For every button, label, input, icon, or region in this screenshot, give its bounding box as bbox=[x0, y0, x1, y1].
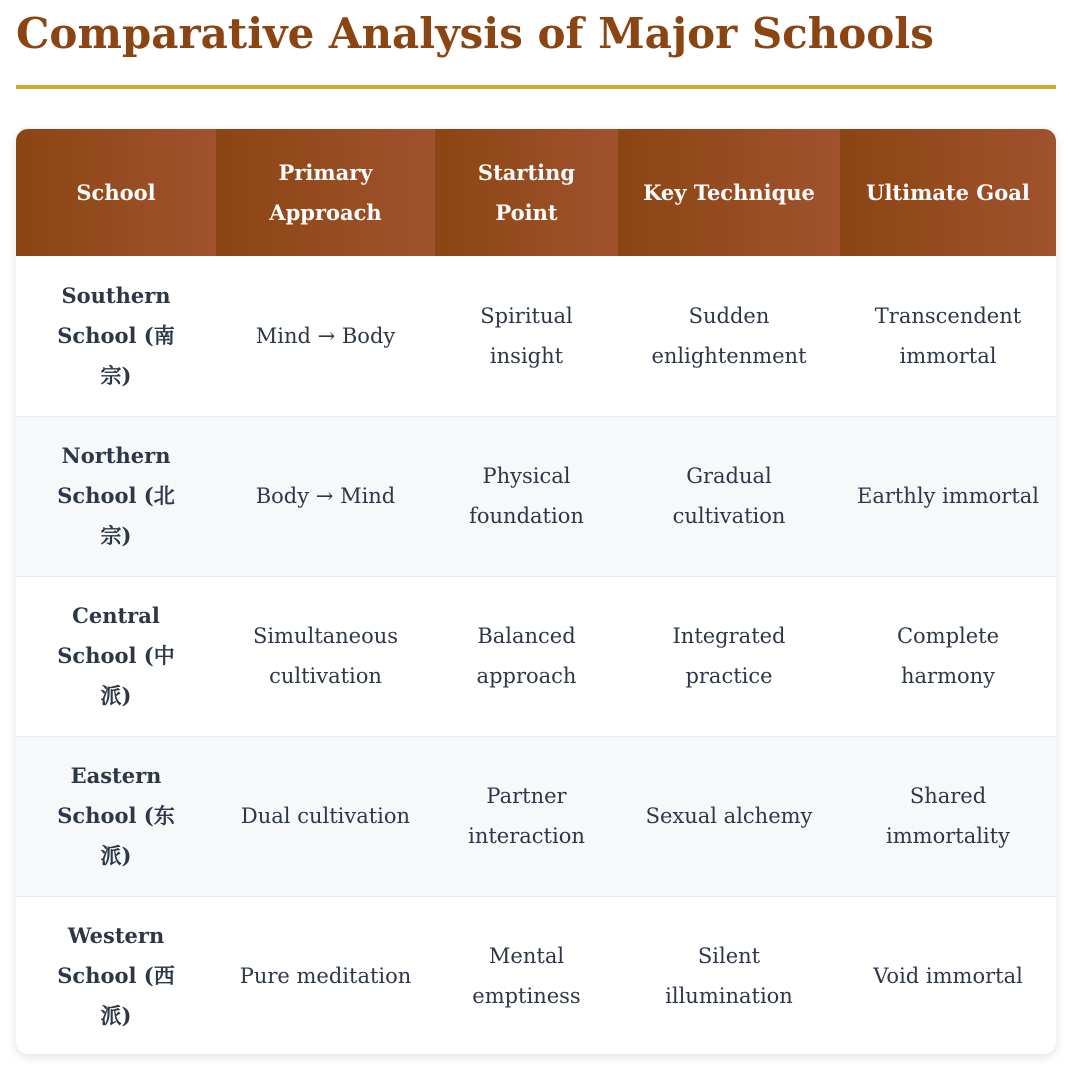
primary-approach-cell: Dual cultivation bbox=[216, 736, 435, 896]
school-name-cell: Eastern School (东派) bbox=[16, 736, 216, 896]
page-title: Comparative Analysis of Major Schools bbox=[16, 9, 934, 58]
starting-point-cell: Spiritual insight bbox=[480, 303, 573, 368]
starting-point-cell: Mental emptiness bbox=[435, 896, 618, 1054]
ultimate-goal-cell: Void immortal bbox=[840, 896, 1056, 1054]
ultimate-goal-cell: Complete harmony bbox=[840, 576, 1056, 736]
ultimate-goal-cell: Earthly immortal bbox=[840, 416, 1056, 576]
school-name-cell: Western School (西派) bbox=[16, 896, 216, 1054]
starting-point-cell: Partner interaction bbox=[435, 736, 618, 896]
comparison-table bbox=[16, 129, 1056, 1054]
table-body bbox=[16, 256, 1056, 1054]
key-technique-cell: Integrated practice bbox=[618, 576, 840, 736]
ultimate-goal-cell: Transcendent immortal bbox=[874, 303, 1022, 368]
table-row bbox=[16, 736, 1056, 896]
header-school: School bbox=[16, 129, 216, 256]
starting-point-cell: Balanced approach bbox=[435, 576, 618, 736]
table-row bbox=[16, 896, 1056, 1054]
primary-approach-cell: Pure meditation bbox=[216, 896, 435, 1054]
header-starting-point: Starting Point bbox=[435, 129, 618, 256]
primary-approach-cell: Simultaneous cultivation bbox=[216, 576, 435, 736]
table-row bbox=[16, 256, 1056, 416]
header-ultimate-goal: Ultimate Goal bbox=[840, 129, 1056, 256]
school-name-cell: Northern School (北宗) bbox=[16, 416, 216, 576]
table-row bbox=[16, 576, 1056, 736]
key-technique-cell: Sexual alchemy bbox=[618, 736, 840, 896]
table-row bbox=[16, 416, 1056, 576]
header-key-technique: Key Technique bbox=[618, 129, 840, 256]
starting-point-cell: Physical foundation bbox=[435, 416, 618, 576]
primary-approach-cell: Body → Mind bbox=[216, 416, 435, 576]
school-name-cell: Central School (中派) bbox=[16, 576, 216, 736]
key-technique-cell: Sudden enlightenment bbox=[651, 303, 807, 368]
header-primary-approach: Primary Approach bbox=[216, 129, 435, 256]
header-row bbox=[16, 129, 1056, 256]
ultimate-goal-cell: Shared immortality bbox=[840, 736, 1056, 896]
title-divider bbox=[16, 85, 1056, 89]
table-header bbox=[16, 129, 1056, 256]
primary-approach-cell: Mind → Body bbox=[255, 323, 396, 348]
comparison-table-card bbox=[16, 129, 1056, 1054]
key-technique-cell: Gradual cultivation bbox=[618, 416, 840, 576]
school-name-cell: Southern School (南宗) bbox=[57, 282, 175, 388]
key-technique-cell: Silent illumination bbox=[618, 896, 840, 1054]
